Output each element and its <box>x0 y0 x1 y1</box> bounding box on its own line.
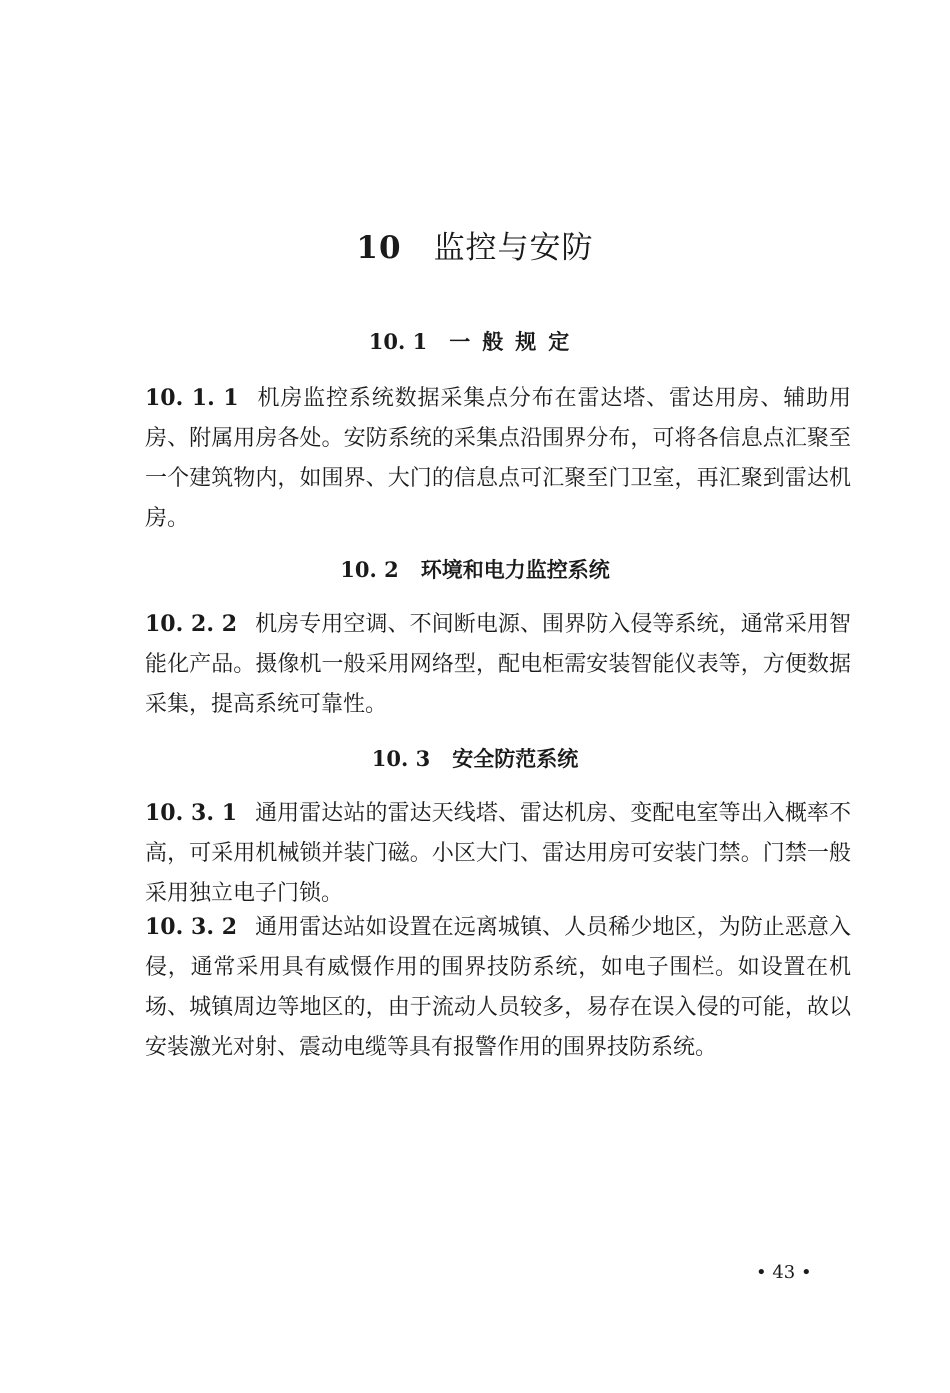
chapter-heading: 监控与安防 <box>433 230 594 266</box>
chapter-title <box>0 222 950 267</box>
clause-number: 10. 3. 1 <box>145 800 238 826</box>
clause-10-3-1 <box>145 793 851 914</box>
clause-text: 机房专用空调、不间断电源、围界防入侵等系统，通常采用智能化产品。摄像机一般采用网络型，配电柜需安装智能仪表等，方便数据采集，提高系统可靠性。 <box>145 612 851 717</box>
clause-number: 10. 1. 1 <box>145 385 239 411</box>
clause-10-3-2 <box>145 907 851 1068</box>
clause-text: 机房监控系统数据采集点分布在雷达塔、雷达用房、辅助用房、附属用房各处。安防系统的采集点沿围界分布，可将各信息点汇聚至一个建筑物内，如围界、大门的信息点可汇聚至门卫室，再汇聚到雷达机房。 <box>145 386 851 531</box>
section-title-10-3 <box>0 743 950 773</box>
section-heading: 一般规定 <box>449 330 582 354</box>
section-heading: 安全防范系统 <box>452 747 579 771</box>
section-number: 10. 2 <box>340 557 399 582</box>
clause-text: 通用雷达站的雷达天线塔、雷达机房、变配电室等出入概率不高，可采用机械锁并装门磁。小区大门、雷达用房可安装门禁。门禁一般采用独立电子门锁。 <box>145 801 851 906</box>
clause-number: 10. 2. 2 <box>145 611 238 637</box>
clause-number: 10. 3. 2 <box>145 914 238 940</box>
section-title-10-1 <box>0 326 950 356</box>
section-number: 10. 3 <box>371 746 431 771</box>
clause-10-1-1 <box>145 378 851 539</box>
section-heading: 环境和电力监控系统 <box>420 558 610 582</box>
section-title-10-2 <box>0 554 950 584</box>
clause-10-2-2 <box>145 604 851 725</box>
section-number: 10. 1 <box>368 329 428 354</box>
clause-text: 通用雷达站如设置在远离城镇、人员稀少地区，为防止恶意入侵，通常采用具有威慑作用的围界技防系统，如电子围栏。如设置在机场、城镇周边等地区的，由于流动人员较多，易存在误入侵的可能，故以安装激光对射、震动电缆等具有报警作用的围界技防系统。 <box>145 915 851 1060</box>
chapter-number: 10 <box>356 230 402 266</box>
page-number: • 43 • <box>756 1262 812 1283</box>
